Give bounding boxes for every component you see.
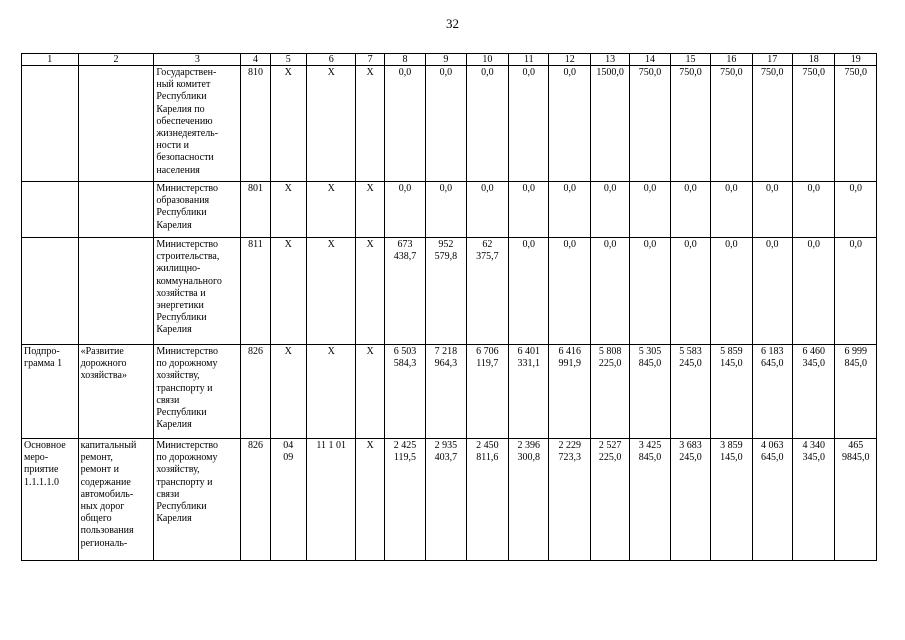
value-cell: 0,0 — [509, 66, 549, 182]
value-cell: 750,0 — [670, 66, 710, 182]
value-cell: 5 583 245,0 — [670, 345, 710, 439]
value-cell: 0,0 — [509, 182, 549, 238]
value-cell: 2 450 811,6 — [466, 439, 508, 561]
value-cell: 0,0 — [711, 182, 752, 238]
value-cell: 6 401 331,1 — [509, 345, 549, 439]
column-header: 1 — [22, 54, 79, 66]
value-cell: 0,0 — [384, 182, 425, 238]
code-cell: 826 — [241, 345, 270, 439]
value-cell: 3 425 845,0 — [630, 439, 670, 561]
column-header: 19 — [835, 54, 877, 66]
table-row — [22, 182, 877, 238]
value-cell: 0,0 — [752, 238, 792, 345]
value-cell: 0,0 — [384, 66, 425, 182]
value-cell: 6 706 119,7 — [466, 345, 508, 439]
column-header: 9 — [426, 54, 466, 66]
type-cell: X — [356, 439, 384, 561]
value-cell: 6 416 991,9 — [549, 345, 590, 439]
value-cell: 0,0 — [466, 66, 508, 182]
executor-cell: Министерство по дорожному хозяйству, транспорту и связи Республики Карелия — [154, 439, 241, 561]
value-cell: 0,0 — [630, 182, 670, 238]
value-cell: 3 859 145,0 — [711, 439, 752, 561]
column-header: 8 — [384, 54, 425, 66]
column-header: 13 — [590, 54, 629, 66]
article-cell: X — [306, 66, 356, 182]
name-cell: «Развитие дорожного хозяйства» — [78, 345, 154, 439]
value-cell: 750,0 — [630, 66, 670, 182]
table-row — [22, 345, 877, 439]
value-cell: 0,0 — [426, 182, 466, 238]
value-cell: 5 808 225,0 — [590, 345, 629, 439]
value-cell: 7 218 964,3 — [426, 345, 466, 439]
article-cell: 11 1 01 — [306, 439, 356, 561]
value-cell: 0,0 — [793, 238, 835, 345]
section-cell: 04 09 — [270, 439, 306, 561]
column-header: 5 — [270, 54, 306, 66]
table-row — [22, 238, 877, 345]
column-header: 3 — [154, 54, 241, 66]
value-cell: 62 375,7 — [466, 238, 508, 345]
column-header: 7 — [356, 54, 384, 66]
article-cell: X — [306, 345, 356, 439]
column-header: 15 — [670, 54, 710, 66]
type-cell: X — [356, 345, 384, 439]
section-cell: X — [270, 345, 306, 439]
value-cell: 4 340 345,0 — [793, 439, 835, 561]
value-cell: 750,0 — [752, 66, 792, 182]
value-cell: 4 063 645,0 — [752, 439, 792, 561]
article-cell: X — [306, 238, 356, 345]
column-number-row — [22, 54, 877, 66]
type-cell: X — [356, 182, 384, 238]
value-cell: 750,0 — [835, 66, 877, 182]
name-cell — [78, 238, 154, 345]
column-header: 12 — [549, 54, 590, 66]
value-cell: 2 229 723,3 — [549, 439, 590, 561]
value-cell: 0,0 — [711, 238, 752, 345]
value-cell: 0,0 — [752, 182, 792, 238]
status-cell — [22, 238, 79, 345]
value-cell: 465 9845,0 — [835, 439, 877, 561]
section-cell: X — [270, 66, 306, 182]
executor-cell: Министерство образования Республики Карелия — [154, 182, 241, 238]
column-header: 6 — [306, 54, 356, 66]
value-cell: 2 935 403,7 — [426, 439, 466, 561]
value-cell: 0,0 — [835, 182, 877, 238]
name-cell: капитальный ремонт, ремонт и содержание автомобиль- ных дорог общего пользования региональ- — [78, 439, 154, 561]
code-cell: 801 — [241, 182, 270, 238]
value-cell: 1500,0 — [590, 66, 629, 182]
status-cell — [22, 66, 79, 182]
code-cell: 826 — [241, 439, 270, 561]
value-cell: 0,0 — [590, 238, 629, 345]
code-cell: 810 — [241, 66, 270, 182]
value-cell: 0,0 — [509, 238, 549, 345]
column-header: 14 — [630, 54, 670, 66]
budget-table — [21, 53, 877, 561]
type-cell: X — [356, 238, 384, 345]
value-cell: 0,0 — [670, 182, 710, 238]
code-cell: 811 — [241, 238, 270, 345]
value-cell: 6 503 584,3 — [384, 345, 425, 439]
status-cell: Подпро- грамма 1 — [22, 345, 79, 439]
value-cell: 5 305 845,0 — [630, 345, 670, 439]
value-cell: 750,0 — [793, 66, 835, 182]
value-cell: 0,0 — [630, 238, 670, 345]
column-header: 16 — [711, 54, 752, 66]
value-cell: 2 425 119,5 — [384, 439, 425, 561]
value-cell: 0,0 — [793, 182, 835, 238]
value-cell: 2 527 225,0 — [590, 439, 629, 561]
value-cell: 3 683 245,0 — [670, 439, 710, 561]
value-cell: 6 999 845,0 — [835, 345, 877, 439]
value-cell: 952 579,8 — [426, 238, 466, 345]
name-cell — [78, 182, 154, 238]
column-header: 18 — [793, 54, 835, 66]
column-header: 10 — [466, 54, 508, 66]
value-cell: 0,0 — [426, 66, 466, 182]
status-cell: Основное меро- приятие 1.1.1.1.0 — [22, 439, 79, 561]
value-cell: 6 183 645,0 — [752, 345, 792, 439]
article-cell: X — [306, 182, 356, 238]
table-row — [22, 439, 877, 561]
value-cell: 0,0 — [670, 238, 710, 345]
value-cell: 0,0 — [590, 182, 629, 238]
section-cell: X — [270, 182, 306, 238]
column-header: 17 — [752, 54, 792, 66]
executor-cell: Государствен- ный комитет Республики Карелия по обеспечению жизнедеятель- ности и безопасности населения — [154, 66, 241, 182]
section-cell: X — [270, 238, 306, 345]
value-cell: 0,0 — [549, 66, 590, 182]
value-cell: 2 396 300,8 — [509, 439, 549, 561]
column-header: 11 — [509, 54, 549, 66]
status-cell — [22, 182, 79, 238]
table-body — [22, 54, 877, 561]
value-cell: 0,0 — [835, 238, 877, 345]
value-cell: 0,0 — [549, 238, 590, 345]
value-cell: 750,0 — [711, 66, 752, 182]
value-cell: 0,0 — [466, 182, 508, 238]
value-cell: 5 859 145,0 — [711, 345, 752, 439]
executor-cell: Министерство по дорожному хозяйству, транспорту и связи Республики Карелия — [154, 345, 241, 439]
value-cell: 0,0 — [549, 182, 590, 238]
value-cell: 673 438,7 — [384, 238, 425, 345]
name-cell — [78, 66, 154, 182]
page-number: 32 — [446, 16, 459, 31]
column-header: 4 — [241, 54, 270, 66]
executor-cell: Министерство строительства, жилищно- коммунального хозяйства и энергетики Республики Карелия — [154, 238, 241, 345]
type-cell: X — [356, 66, 384, 182]
column-header: 2 — [78, 54, 154, 66]
value-cell: 6 460 345,0 — [793, 345, 835, 439]
table-row — [22, 66, 877, 182]
